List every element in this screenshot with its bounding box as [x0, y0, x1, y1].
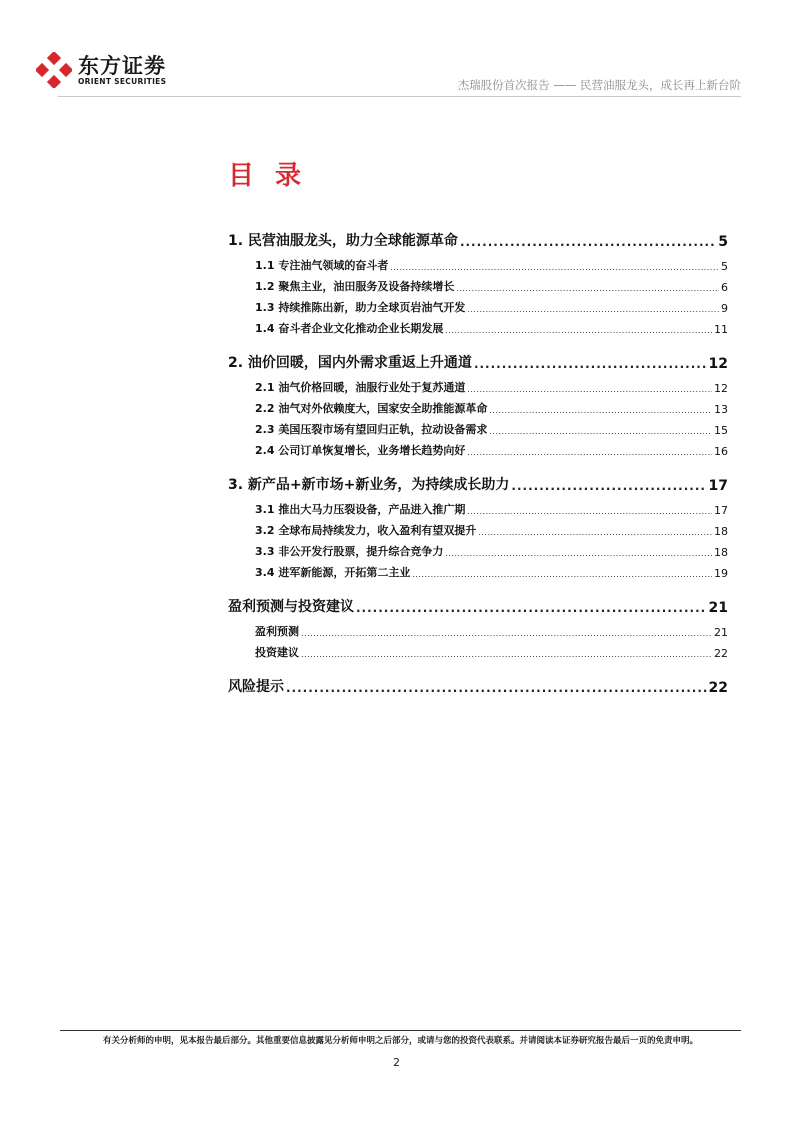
- orient-securities-logo: [36, 52, 166, 88]
- toc-entry-page: 22: [708, 680, 728, 696]
- toc-section-entry[interactable]: [228, 543, 728, 559]
- toc-leader-dots: [467, 384, 712, 395]
- toc-entry-page: 12: [708, 356, 728, 372]
- toc-entry-label: 2.2 油气对外依赖度大，国家安全助推能源革命: [255, 402, 488, 415]
- toc-section-entry[interactable]: [228, 257, 728, 273]
- toc-entry-page: 22: [714, 647, 728, 660]
- toc-entry-page: 15: [714, 424, 728, 437]
- toc-entry-label: 3. 新产品+新市场+新业务，为持续成长助力: [228, 477, 510, 493]
- toc-entry-page: 5: [718, 234, 728, 250]
- toc-section-entry[interactable]: [228, 400, 728, 416]
- toc-entry-page: 17: [714, 504, 728, 517]
- toc-entry-label: 1.4 奋斗者企业文化推动企业长期发展: [255, 322, 444, 335]
- toc-section-entry[interactable]: [228, 442, 728, 458]
- toc-chapter-entry[interactable]: [228, 352, 728, 372]
- toc-section-entry[interactable]: [228, 623, 728, 639]
- toc-leader-dots: [356, 600, 707, 616]
- toc-entry-page: 21: [708, 600, 728, 616]
- toc-entry-label: 3.1 推出大马力压裂设备，产品进入推广期: [255, 503, 466, 516]
- toc-entry-page: 17: [708, 478, 728, 494]
- toc-leader-dots: [445, 325, 712, 336]
- header-divider: [58, 96, 741, 97]
- toc-entry-label: 投资建议: [255, 646, 299, 659]
- toc-leader-dots: [478, 527, 712, 538]
- toc-section-entry[interactable]: [228, 299, 728, 315]
- toc-entry-label: 3.4 进军新能源，开拓第二主业: [255, 566, 411, 579]
- toc-leader-dots: [467, 304, 719, 315]
- toc-leader-dots: [467, 447, 712, 458]
- toc-section-entry[interactable]: [228, 522, 728, 538]
- toc-entry-page: 6: [721, 281, 728, 294]
- toc-entry-page: 21: [714, 626, 728, 639]
- toc-entry-page: 18: [714, 546, 728, 559]
- toc-chapter-entry[interactable]: [228, 676, 728, 696]
- report-title: 杰瑞股份首次报告 —— 民营油服龙头，成长再上新台阶: [457, 78, 741, 92]
- toc-leader-dots: [301, 628, 712, 639]
- toc-chapter-entry[interactable]: [228, 596, 728, 616]
- toc-entry-label: 盈利预测与投资建议: [228, 599, 354, 615]
- toc-leader-dots: [511, 478, 706, 494]
- toc-leader-dots: [390, 262, 719, 273]
- toc-entry-page: 18: [714, 525, 728, 538]
- logo-mark-icon: [36, 52, 72, 88]
- toc-leader-dots: [286, 680, 707, 696]
- toc-entry-label: 1. 民营油服龙头，助力全球能源革命: [228, 233, 458, 249]
- toc-section-entry[interactable]: [228, 501, 728, 517]
- toc-entry-label: 3.2 全球布局持续发力，收入盈利有望双提升: [255, 524, 477, 537]
- toc-entry-label: 2. 油价回暖，国内外需求重返上升通道: [228, 355, 472, 371]
- toc-entry-label: 3.3 非公开发行股票，提升综合竞争力: [255, 545, 444, 558]
- toc-leader-dots: [301, 649, 712, 660]
- toc-chapter-entry[interactable]: [228, 474, 728, 494]
- toc-entry-page: 5: [721, 260, 728, 273]
- toc-entry-label: 2.4 公司订单恢复增长，业务增长趋势向好: [255, 444, 466, 457]
- toc-leader-dots: [474, 356, 707, 372]
- toc-section-entry[interactable]: [228, 644, 728, 660]
- toc-entry-page: 11: [714, 323, 728, 336]
- toc-chapter-entry[interactable]: [228, 230, 728, 250]
- page-header: [0, 0, 793, 100]
- toc-leader-dots: [489, 426, 712, 437]
- toc-entry-label: 风险提示: [228, 679, 284, 695]
- logo-english-name: ORIENT SECURITIES: [78, 76, 167, 86]
- toc-entry-page: 19: [714, 567, 728, 580]
- toc-leader-dots: [489, 405, 712, 416]
- toc-section-entry[interactable]: [228, 421, 728, 437]
- toc-entry-page: 9: [721, 302, 728, 315]
- toc-leader-dots: [412, 569, 712, 580]
- toc-entry-label: 2.3 美国压裂市场有望回归正轨，拉动设备需求: [255, 423, 488, 436]
- toc-section-entry[interactable]: [228, 379, 728, 395]
- toc-section-entry[interactable]: [228, 320, 728, 336]
- toc-entry-label: 1.1 专注油气领域的奋斗者: [255, 259, 389, 272]
- toc-entry-page: 13: [714, 403, 728, 416]
- toc-entry-label: 2.1 油气价格回暖，油服行业处于复苏通道: [255, 381, 466, 394]
- toc-entry-page: 12: [714, 382, 728, 395]
- toc-entry-page: 16: [714, 445, 728, 458]
- footer-divider: [60, 1030, 741, 1031]
- page-number: 2: [393, 1056, 400, 1069]
- toc-leader-dots: [467, 506, 712, 517]
- logo-chinese-name: 东方证劵: [78, 53, 166, 78]
- toc-heading: 目 录: [228, 161, 308, 191]
- toc-leader-dots: [456, 283, 719, 294]
- toc-leader-dots: [445, 548, 712, 559]
- toc-leader-dots: [460, 234, 716, 250]
- toc-section-entry[interactable]: [228, 564, 728, 580]
- toc-entry-label: 1.3 持续推陈出新，助力全球页岩油气开发: [255, 301, 466, 314]
- footer-disclaimer: 有关分析师的申明，见本报告最后部分。其他重要信息披露见分析师申明之后部分，或请与您的投资代表联系。并请阅读本证券研究报告最后一页的免责申明。: [102, 1036, 698, 1046]
- toc-entry-label: 盈利预测: [255, 625, 299, 638]
- toc-section-entry[interactable]: [228, 278, 728, 294]
- toc-entry-label: 1.2 聚焦主业，油田服务及设备持续增长: [255, 280, 455, 293]
